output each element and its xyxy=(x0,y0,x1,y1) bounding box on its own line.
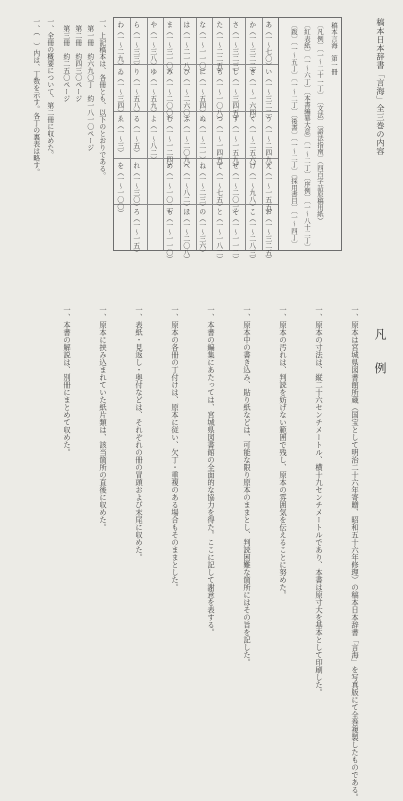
notes-paragraph-7: 一、表紙・見返し・奥付などは、それぞれの冊の冒頭および末尾に収めた。 xyxy=(135,306,144,561)
cell-ta: た（一～二二五） xyxy=(214,21,223,76)
header-line-2: 〔凡例〕〔一～二十一丁〕 〔文法〕〔語法指南〕（四百字詰原稿用紙） xyxy=(316,22,324,224)
cell-ri: り（一～五八） xyxy=(131,68,140,116)
header-line-4: 〔跋〕〔一～五丁〕〔一～二丁〕〔後書〕〔一～二丁〕〔採用書目〕〔一～四丁〕 xyxy=(290,22,298,247)
cell-ku: く（一～二五六） xyxy=(247,115,256,170)
cell-ra: ら（一～三三） xyxy=(131,21,140,69)
cell-fu: ふ（一～二〇九） xyxy=(181,115,190,170)
cell-wi: ゐ（一～三四） xyxy=(115,68,124,116)
note-5: 一、全冊の概要について、第二冊に収めた。 xyxy=(45,18,54,158)
cell-su: す（一～一五九） xyxy=(230,115,239,170)
cell-chi: ち（一～一〇八） xyxy=(214,68,223,123)
cell-tsu: つ（一～一四五） xyxy=(214,115,223,170)
note-2: 第一冊 約六九〇丁 約一八一〇ページ xyxy=(85,18,94,151)
note-4: 第三冊 約二五〇ページ xyxy=(61,18,70,102)
cell-nu: ぬ（一～二一） xyxy=(197,115,206,163)
contents-grid xyxy=(114,18,278,263)
cell-yu: ゆ（一～五九） xyxy=(148,68,157,116)
cell-ne: ね（一～二三） xyxy=(197,162,206,210)
cell-ma: ま（一～三一〇） xyxy=(164,21,173,76)
cell-se: せ（一～二〇一） xyxy=(230,162,239,217)
contents-title: 稿本日本辞書「言海」全三巻の内容 xyxy=(376,18,386,156)
contents-table xyxy=(113,17,342,263)
cell-a: あ（一～七〇） xyxy=(263,21,272,69)
cell-mu: む（一～一二四） xyxy=(164,115,173,170)
cell-na: な（一～一一〇） xyxy=(197,21,206,76)
cell-ro: ろ（一～一五） xyxy=(131,208,140,256)
header-line-3: 〔紅表紙〕〔一～六丁〕〔本書編纂大意〕〔一～二丁〕〔序例〕〔一～八十二丁〕 xyxy=(303,22,311,251)
cell-u: う（一～二四九） xyxy=(263,115,272,170)
cell-sa: さ（一～三二三） xyxy=(230,21,239,76)
cell-ko: こ（一～二八三） xyxy=(247,208,256,263)
cell-te: て（一～七五） xyxy=(214,162,223,210)
cell-ka: か（一～三二二） xyxy=(247,21,256,76)
cell-i: い（一～三二二） xyxy=(263,68,272,123)
header-line-1: 稿本言海 第一冊 xyxy=(330,22,338,75)
cell-ya: や（一～三八） xyxy=(148,21,157,69)
notes-paragraph-8: 一、原本に挟み込まれていた紙片類は、該当箇所の直後に収めた。 xyxy=(99,306,108,531)
cell-to: と（一～一八二） xyxy=(214,208,223,263)
cell-ha: は（一～二一八） xyxy=(181,21,190,76)
cell-e: え（一～一五五） xyxy=(263,162,272,217)
cell-wo: を（一～一〇〇） xyxy=(115,162,124,217)
cell-ki: き（一～一六四） xyxy=(247,68,256,123)
contents-page xyxy=(0,0,403,300)
cell-re: れ（一～三〇） xyxy=(131,162,140,210)
note-6: 一、（ ）内は、丁数を示す。各丁の裏表は略す。 xyxy=(31,18,40,176)
notes-paragraph-3: 一、原本の汚れは、判読を妨げない範囲で残し、原本の雰囲気を伝えることに努めた。 xyxy=(279,306,288,599)
cell-he: へ（一～八二） xyxy=(181,162,190,210)
cell-hi: ひ（一～二六〇） xyxy=(181,68,190,123)
cell-ru: る（一～五） xyxy=(131,115,140,156)
cell-o: お（一～三二五） xyxy=(263,208,272,263)
cell-me: め（一～一〇二） xyxy=(164,162,173,217)
cell-yo: よ（一～八二） xyxy=(148,115,157,163)
cell-mi: み（一～二〇〇） xyxy=(164,68,173,123)
notes-paragraph-1: 一、原本は宮城県図書館所蔵（国宝として明治二十六年寄贈、昭和五十六年修理）の稿本日本辞書「言海」を写真版にて全巻複製したものである。 xyxy=(351,306,360,801)
cell-ho: ほ（一～二〇八） xyxy=(181,208,190,263)
notes-paragraph-4: 一、原本中の書き込み、貼り紙などは、可能な限り原本のままとし、判読困難な箇所にはその旨を記した。 xyxy=(243,306,252,666)
notes-paragraph-2: 一、原本の寸法は、縦二十六センチメートル、横十九センチメートルであり、本書は原寸大を基本として印刷した。 xyxy=(315,306,324,696)
cell-mo: も（一～一一〇） xyxy=(164,208,173,263)
cell-ni: に（一～五四） xyxy=(197,68,206,116)
cell-no: の（一～三六） xyxy=(197,208,206,256)
cell-ke: け（一～九八） xyxy=(247,162,256,210)
note-1: 一、上記稿本は、各冊とも、以下のとおりである。 xyxy=(97,18,106,179)
notes-paragraph-5: 一、本書の編集にあたっては、宮城県図書館の全面的な協力を得た。ここに記して謝意を表する。 xyxy=(207,306,216,636)
cell-we: ゑ（一～三） xyxy=(115,115,124,156)
notes-paragraph-6: 一、原本の各冊の丁付けは、原本に従い、欠丁・重複のある場合もそのままとした。 xyxy=(171,306,180,591)
explanatory-notes-page xyxy=(0,300,403,801)
notes-title: 凡例 xyxy=(373,328,387,396)
cell-shi: し（一～三四五） xyxy=(230,68,239,123)
cell-wa: わ（一～二九） xyxy=(115,21,124,69)
contents-table-header xyxy=(278,18,341,250)
cell-so: そ（一～一一二） xyxy=(230,208,239,263)
note-3: 第二冊 約四三〇ページ xyxy=(73,18,82,102)
notes-paragraph-9: 一、本書の解説は、別冊にまとめて収めた。 xyxy=(63,306,72,456)
